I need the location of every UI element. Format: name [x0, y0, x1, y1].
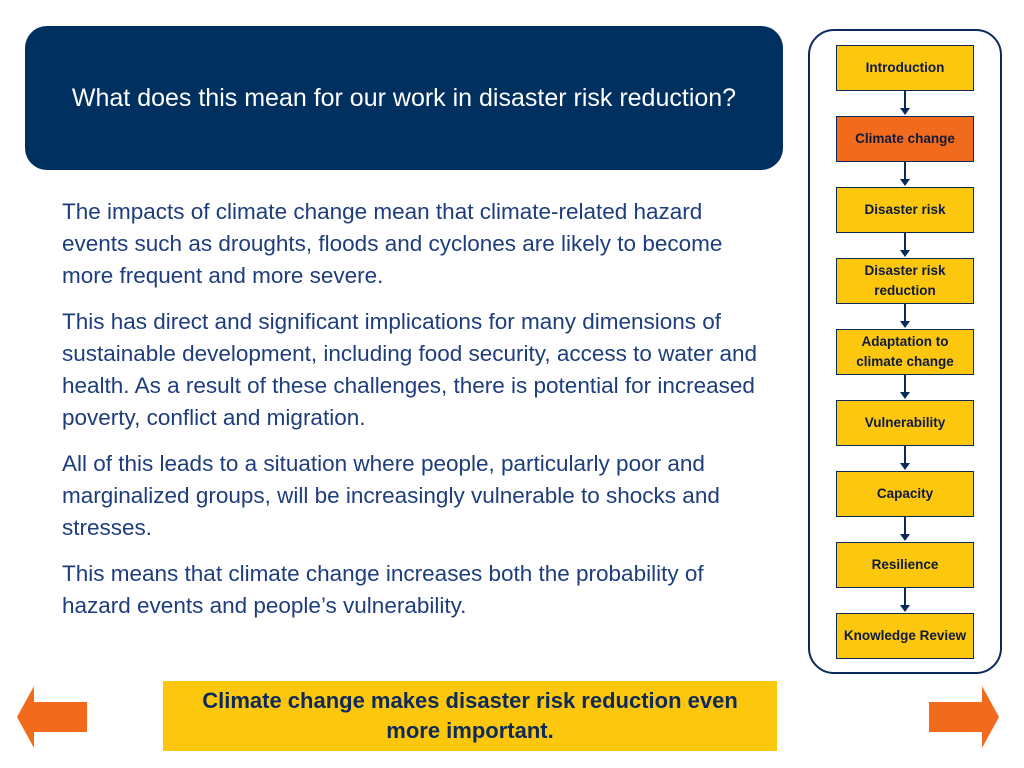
- nav-connector: [904, 446, 906, 464]
- callout-box: [163, 681, 777, 751]
- page-title: What does this mean for our work in disaster risk reduction?: [71, 84, 737, 112]
- nav-item-adaptation[interactable]: [836, 329, 974, 375]
- nav-connector-arrowhead: [900, 250, 910, 257]
- body-paragraph-3: All of this leads to a situation where people, particularly poor and marginalized groups, will be increasingly vulnerable to shocks and stresses.: [62, 451, 720, 540]
- nav-connector-arrowhead: [900, 179, 910, 186]
- left-arrow-icon: [17, 686, 87, 748]
- body-paragraph-4: This means that climate change increases both the probability of hazard events and people’s vulnerability.: [62, 561, 704, 618]
- next-button[interactable]: [929, 686, 999, 748]
- nav-item-label: Vulnerability: [864, 415, 946, 430]
- nav-item-capacity[interactable]: [836, 471, 974, 517]
- nav-connector-arrowhead: [900, 534, 910, 541]
- nav-item-climate-change[interactable]: [836, 116, 974, 162]
- nav-connector: [904, 91, 906, 109]
- nav-connector: [904, 304, 906, 322]
- nav-connector-arrowhead: [900, 108, 910, 115]
- nav-item-label: Disaster risk: [864, 202, 946, 217]
- nav-connector: [904, 517, 906, 535]
- nav-item-disaster-risk-reduction[interactable]: [836, 258, 974, 304]
- nav-item-vulnerability[interactable]: [836, 400, 974, 446]
- nav-connector: [904, 162, 906, 180]
- nav-item-label: Knowledge Review: [843, 628, 967, 643]
- header-banner: [25, 26, 783, 170]
- nav-item-disaster-risk[interactable]: [836, 187, 974, 233]
- right-arrow-icon: [929, 686, 999, 748]
- callout-text: Climate change makes disaster risk reduction even more important.: [202, 688, 738, 743]
- nav-connector-arrowhead: [900, 605, 910, 612]
- nav-connector-arrowhead: [900, 392, 910, 399]
- body-text: [62, 196, 774, 636]
- nav-item-knowledge-review[interactable]: [836, 613, 974, 659]
- prev-button[interactable]: [17, 686, 87, 748]
- nav-item-resilience[interactable]: [836, 542, 974, 588]
- nav-item-label: Capacity: [876, 486, 934, 501]
- nav-connector-arrowhead: [900, 463, 910, 470]
- nav-item-label: Disaster risk reduction: [864, 263, 946, 298]
- nav-connector: [904, 588, 906, 606]
- nav-item-label: Adaptation to climate change: [856, 334, 954, 369]
- nav-item-label: Climate change: [855, 131, 955, 146]
- nav-connector: [904, 375, 906, 393]
- body-paragraph-2: This has direct and significant implications for many dimensions of sustainable development, including food security, access to water and health. As a result of these challenges, there is potential for increased poverty, conflict and migration.: [62, 309, 757, 430]
- nav-item-label: Introduction: [865, 60, 945, 75]
- nav-item-introduction[interactable]: [836, 45, 974, 91]
- nav-item-label: Resilience: [871, 557, 939, 572]
- body-paragraph-1: The impacts of climate change mean that climate-related hazard events such as droughts, floods and cyclones are likely to become more frequent and more severe.: [62, 199, 723, 288]
- nav-connector: [904, 233, 906, 251]
- nav-connector-arrowhead: [900, 321, 910, 328]
